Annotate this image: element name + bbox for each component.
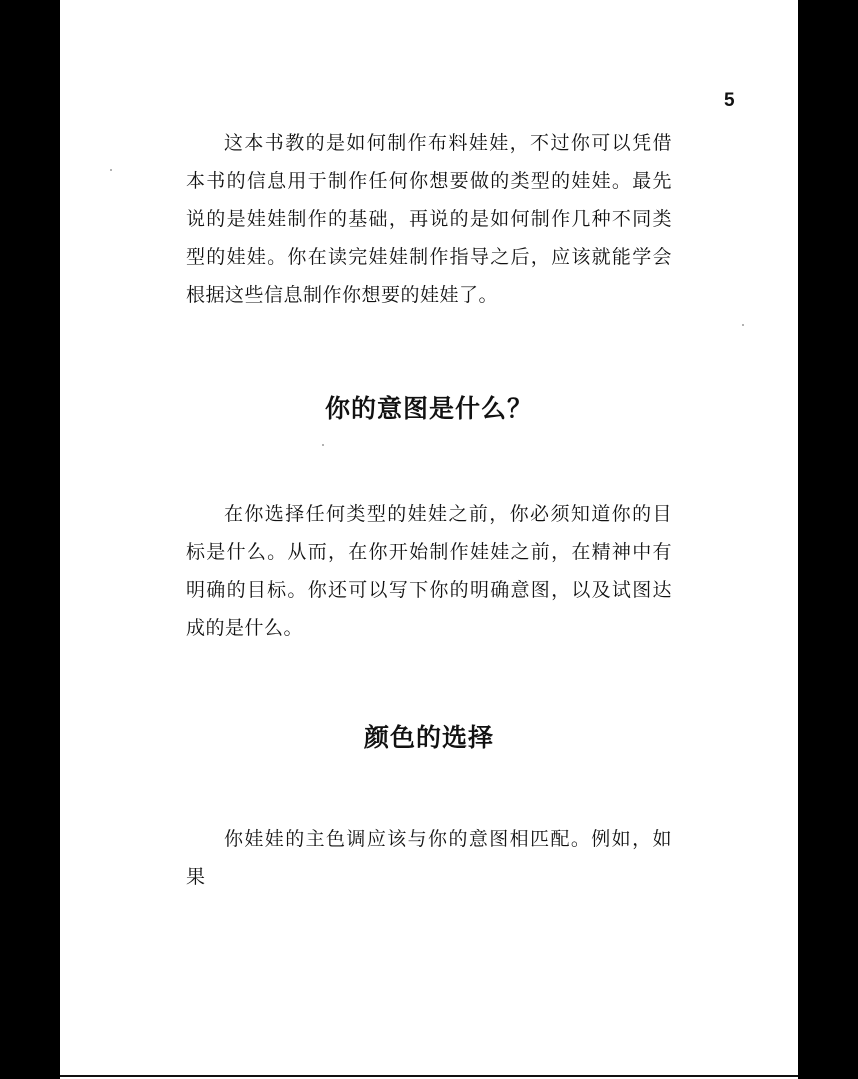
scan-speck xyxy=(742,324,744,326)
intro-paragraph: 这本书教的是如何制作布料娃娃，不过你可以凭借本书的信息用于制作任何你想要做的类型的娃娃。最先说的是娃娃制作的基础，再说的是如何制作几种不同类型的娃娃。你在读完娃娃制作指导之后，应该就能学会根据这些信息制作你想要的娃娃了。 xyxy=(186,132,672,306)
scan-speck xyxy=(322,444,324,446)
book-page xyxy=(60,0,798,1079)
color-paragraph: 你娃娃的主色调应该与你的意图相匹配。例如，如果 xyxy=(186,828,672,888)
scan-speck xyxy=(110,169,112,171)
page-number: 5 xyxy=(724,90,735,111)
intent-paragraph: 在你选择任何类型的娃娃之前，你必须知道你的目标是什么。从而，在你开始制作娃娃之前，在精神中有明确的目标。你还可以写下你的明确意图，以及试图达成的是什么。 xyxy=(186,503,672,639)
section-heading-color: 颜色的选择 xyxy=(363,723,494,752)
section-heading-intent: 你的意图是什么？ xyxy=(324,394,533,423)
page-bottom-rule xyxy=(60,1075,798,1077)
